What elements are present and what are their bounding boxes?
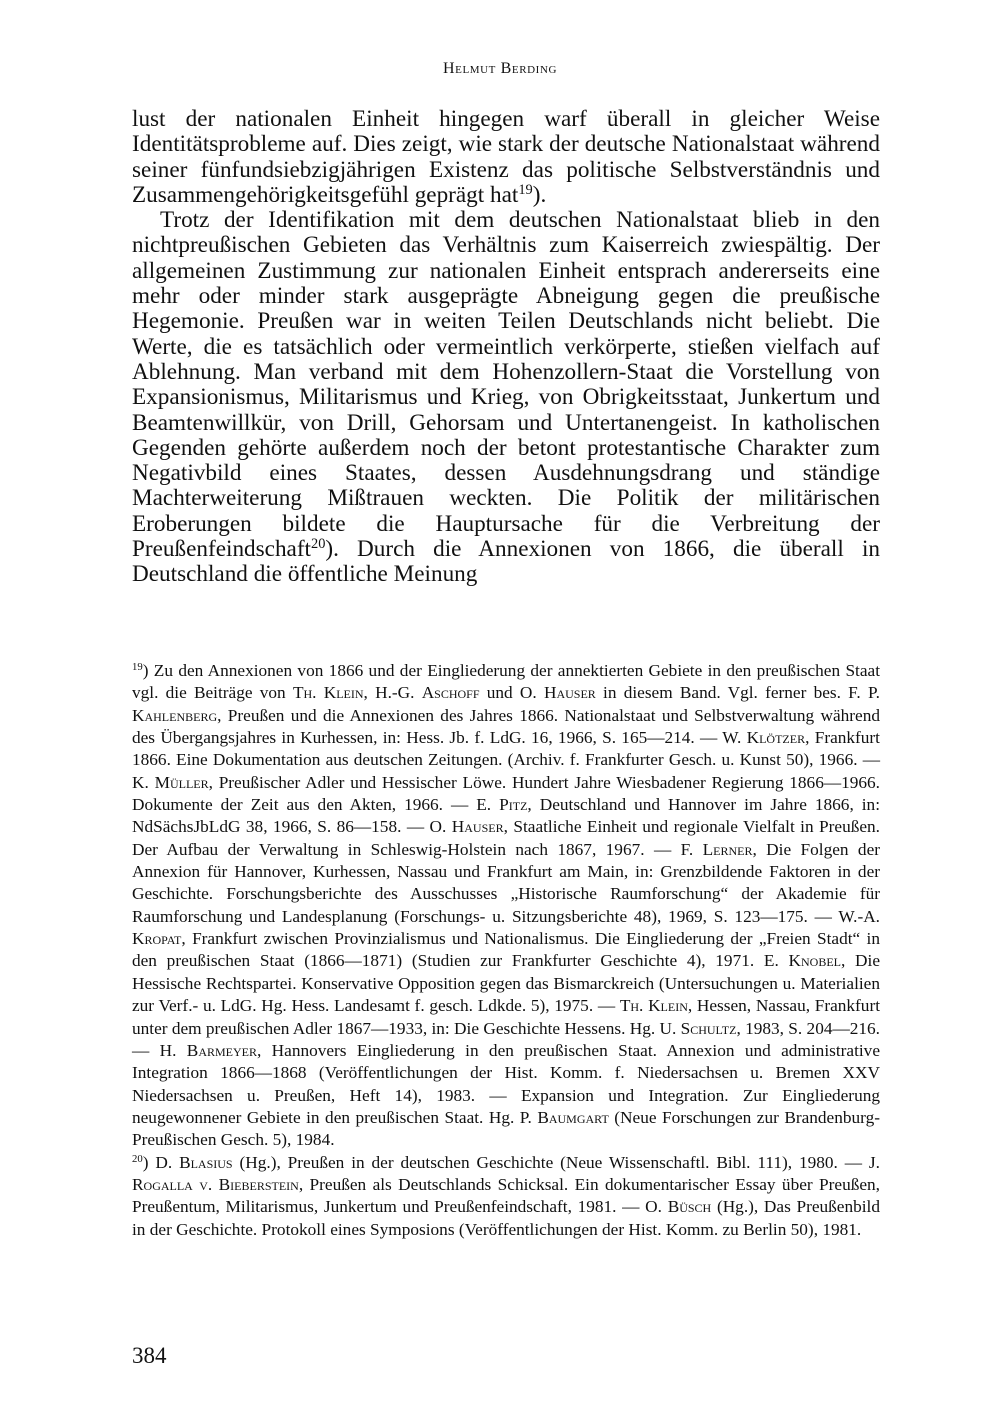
- footnote-text: , Staatliche Einheit und regionale Vielfalt in Preußen. Der Aufbau der Verwaltung in Schleswig-Holstein nach 1867, 1967. — F.: [132, 817, 880, 859]
- footnote-text: , Die Hessische Rechtspartei. Konservative Opposition gegen das Bismarckreich (Untersuchungen u. Materialien zur Verf.- u. LdG. Hg. Hess. Landesamt f. gesch. Ldkde. 5), 1975. —: [132, 951, 881, 1016]
- author-name: Knobel: [788, 951, 841, 971]
- footnote-text: , Frankfurt 1866. Eine Dokumentation aus deutschen Zeitungen. (Archiv. f. Frankfurter Gesch. u. Kunst 50), 1966. — K.: [132, 728, 880, 792]
- author-name: Blasius: [179, 1152, 233, 1172]
- footnote-19: [132, 660, 880, 1152]
- author-name: Klötzer: [746, 728, 806, 748]
- page-number: 384: [132, 1343, 167, 1368]
- author-name: Barmeyer: [186, 1040, 257, 1060]
- footnote-text: (Neue Forschungen zur Brandenburg-Preußischen Gesch. 5), 1984.: [132, 1107, 880, 1150]
- footnote-text: , Frankfurt zwischen Provinzialismus und Nationalismus. Die Eingliederung der „Freien Stadt“ in den preußischen Staat (1866—1871) (Studien zur Frankfurter Geschichte 4), 1971. E.: [132, 929, 880, 971]
- footnote-text: , Die Folgen der Annexion für Hannover, Kurhessen, Nassau und Frankfurt am Main, in: Grenzbildende Faktoren in der Geschichte. Forschungsberichte des Ausschusses „Historische Raumforschung“ der Akademie für Raumforschung und Landesplanung (Forschungs- u. Sitzungsberichte 48), 1969, S. 123—175. — W.-A.: [132, 839, 880, 926]
- footnote-text: , 1983, S. 204—216. — H.: [132, 1018, 881, 1060]
- author-name: Pitz: [499, 795, 528, 815]
- paragraph-2-end: ). Durch die Annexionen von 1866, die überall in Deutschland die öffentliche Meinung: [132, 536, 880, 588]
- footnote-text: und O.: [479, 683, 544, 703]
- footnote-text: , Preußen und die Annexionen des Jahres 1866. Nationalstaat und Selbstverwaltung während des Übergangsjahres in Kurhessen, in: Hess. Jb. f. LdG. 16, 1966, S. 165—214. — W.: [132, 705, 880, 748]
- author-name: Kropat: [132, 929, 182, 949]
- footnotes: [132, 660, 880, 1241]
- footnote-text: , Hessen, Nassau, Frankfurt unter dem preußischen Adler 1867—1933, in: Die Geschichte Hessens. Hg. U.: [132, 996, 881, 1038]
- running-head: Helmut Berding: [442, 60, 558, 77]
- author-name: Müller: [154, 772, 209, 792]
- main-text: [132, 107, 880, 588]
- footnote-text: in diesem Band. Vgl. ferner bes. F. P.: [595, 683, 880, 703]
- paragraph-1-end: ).: [532, 181, 547, 208]
- author-name: Aschoff: [421, 683, 480, 703]
- author-name: Th. Klein: [619, 996, 688, 1016]
- author-name: Hauser: [543, 683, 596, 703]
- author-name: Baumgart: [537, 1107, 609, 1127]
- paragraph-1: [132, 107, 880, 208]
- footnote-text: (Hg.), Das Preußenbild in der Geschichte. Protokoll eines Symposions (Veröffentlichungen der Hist. Komm. zu Berlin 50), 1981.: [132, 1197, 881, 1239]
- footnote-text: , Deutschland und Hannover im Jahre 1866, in: NdSächsJbLdG 38, 1966, S. 86—158. — O.: [132, 795, 880, 837]
- author-name: Kahlenberg: [132, 705, 218, 725]
- footnote-ref-20[interactable]: 20: [311, 536, 326, 553]
- paragraph-2-text: Trotz der Identifikation mit dem deutschen Nationalstaat blieb in den nichtpreußischen Gebieten das Verhältnis zum Kaiserreich zwiespältig. Der allgemeinen Zustimmung zur nationalen Einheit entsprach andererseits eine mehr oder minder stark ausgeprägte Abneigung gegen die preußische Hegemonie. Preußen war in weiten Teilen Deutschlands nicht beliebt. Die Werte, die es tatsächlich oder vermeintlich verkörperte, stießen vielfach auf Ablehnung. Man verband mit dem Hohenzollern-Staat die Vorstellung von Expansionismus, Militarismus und Krieg, von Obrigkeitsstaat, Junkertum und Beamtenwillkür, von Drill, Gehorsam und Untertanengeist. In katholischen Gegenden gehörte außerdem noch der betont protestantische Charakter zum Negativbild eines Staates, dessen Ausdehnungsdrang und ständige Machterweiterung Mißtrauen weckten. Die Politik der militärischen Eroberungen bildete die Hauptursache für die Verbreitung der Preußenfeindschaft: [132, 207, 880, 563]
- footnote-text: ) Zu den Annexionen von 1866 und der Eingliederung der annektierten Gebiete in den preußischen Staat vgl. die Beiträge von: [132, 661, 880, 703]
- footnote-text: , Preußischer Adler und Hessischer Löwe. Hundert Jahre Wiesbadener Regierung 1866—1966. Dokumente der Zeit aus den Akten, 1966. — E.: [132, 772, 880, 815]
- author-name: Lerner: [702, 839, 753, 859]
- footnote-marker: 19: [132, 661, 143, 674]
- footnote-text: , Hannovers Eingliederung in den preußischen Staat. Annexion und administrative Integration 1866—1868 (Veröffentlichungen der Hist. Komm. f. Niedersachsen u. Bremen XXV Niedersachsen u. Preußen, Heft 14), 1983. — Expansion und Integration. Zur Eingliederung neugewonnener Gebiete in den preußischen Staat. Hg. P.: [132, 1040, 880, 1127]
- footnote-20: [132, 1152, 880, 1241]
- author-name: Th. Klein: [292, 683, 364, 703]
- paragraph-2: [132, 208, 880, 587]
- author-name: Schultz: [680, 1018, 737, 1038]
- footnote-ref-19[interactable]: 19: [518, 181, 533, 198]
- author-name: Rogalla v. Bieberstein: [132, 1174, 299, 1194]
- footnote-text: ) D.: [142, 1152, 180, 1172]
- footnote-text: , Preußen als Deutschlands Schicksal. Ein dokumentarischer Essay über Preußen, Preußentum, Militarismus, Junkertum und Preußenfeindschaft, 1981. — O.: [132, 1174, 880, 1217]
- footnote-text: , H.-G.: [363, 683, 422, 703]
- footnote-marker: 20: [132, 1152, 143, 1165]
- paragraph-1-text: lust der nationalen Einheit hingegen warf überall in gleicher Weise Identitätsprobleme auf. Dies zeigt, wie stark der deutsche Nationalstaat während seiner fünfundsiebzigjährigen Existenz das politische Selbstverständnis und Zusammengehörigkeitsgefühl geprägt hat: [132, 106, 880, 208]
- author-name: Hauser: [451, 817, 504, 837]
- footnote-text: (Hg.), Preußen in der deutschen Geschichte (Neue Wissenschaftl. Bibl. 111), 1980. — J.: [232, 1152, 880, 1172]
- author-name: Büsch: [667, 1197, 712, 1217]
